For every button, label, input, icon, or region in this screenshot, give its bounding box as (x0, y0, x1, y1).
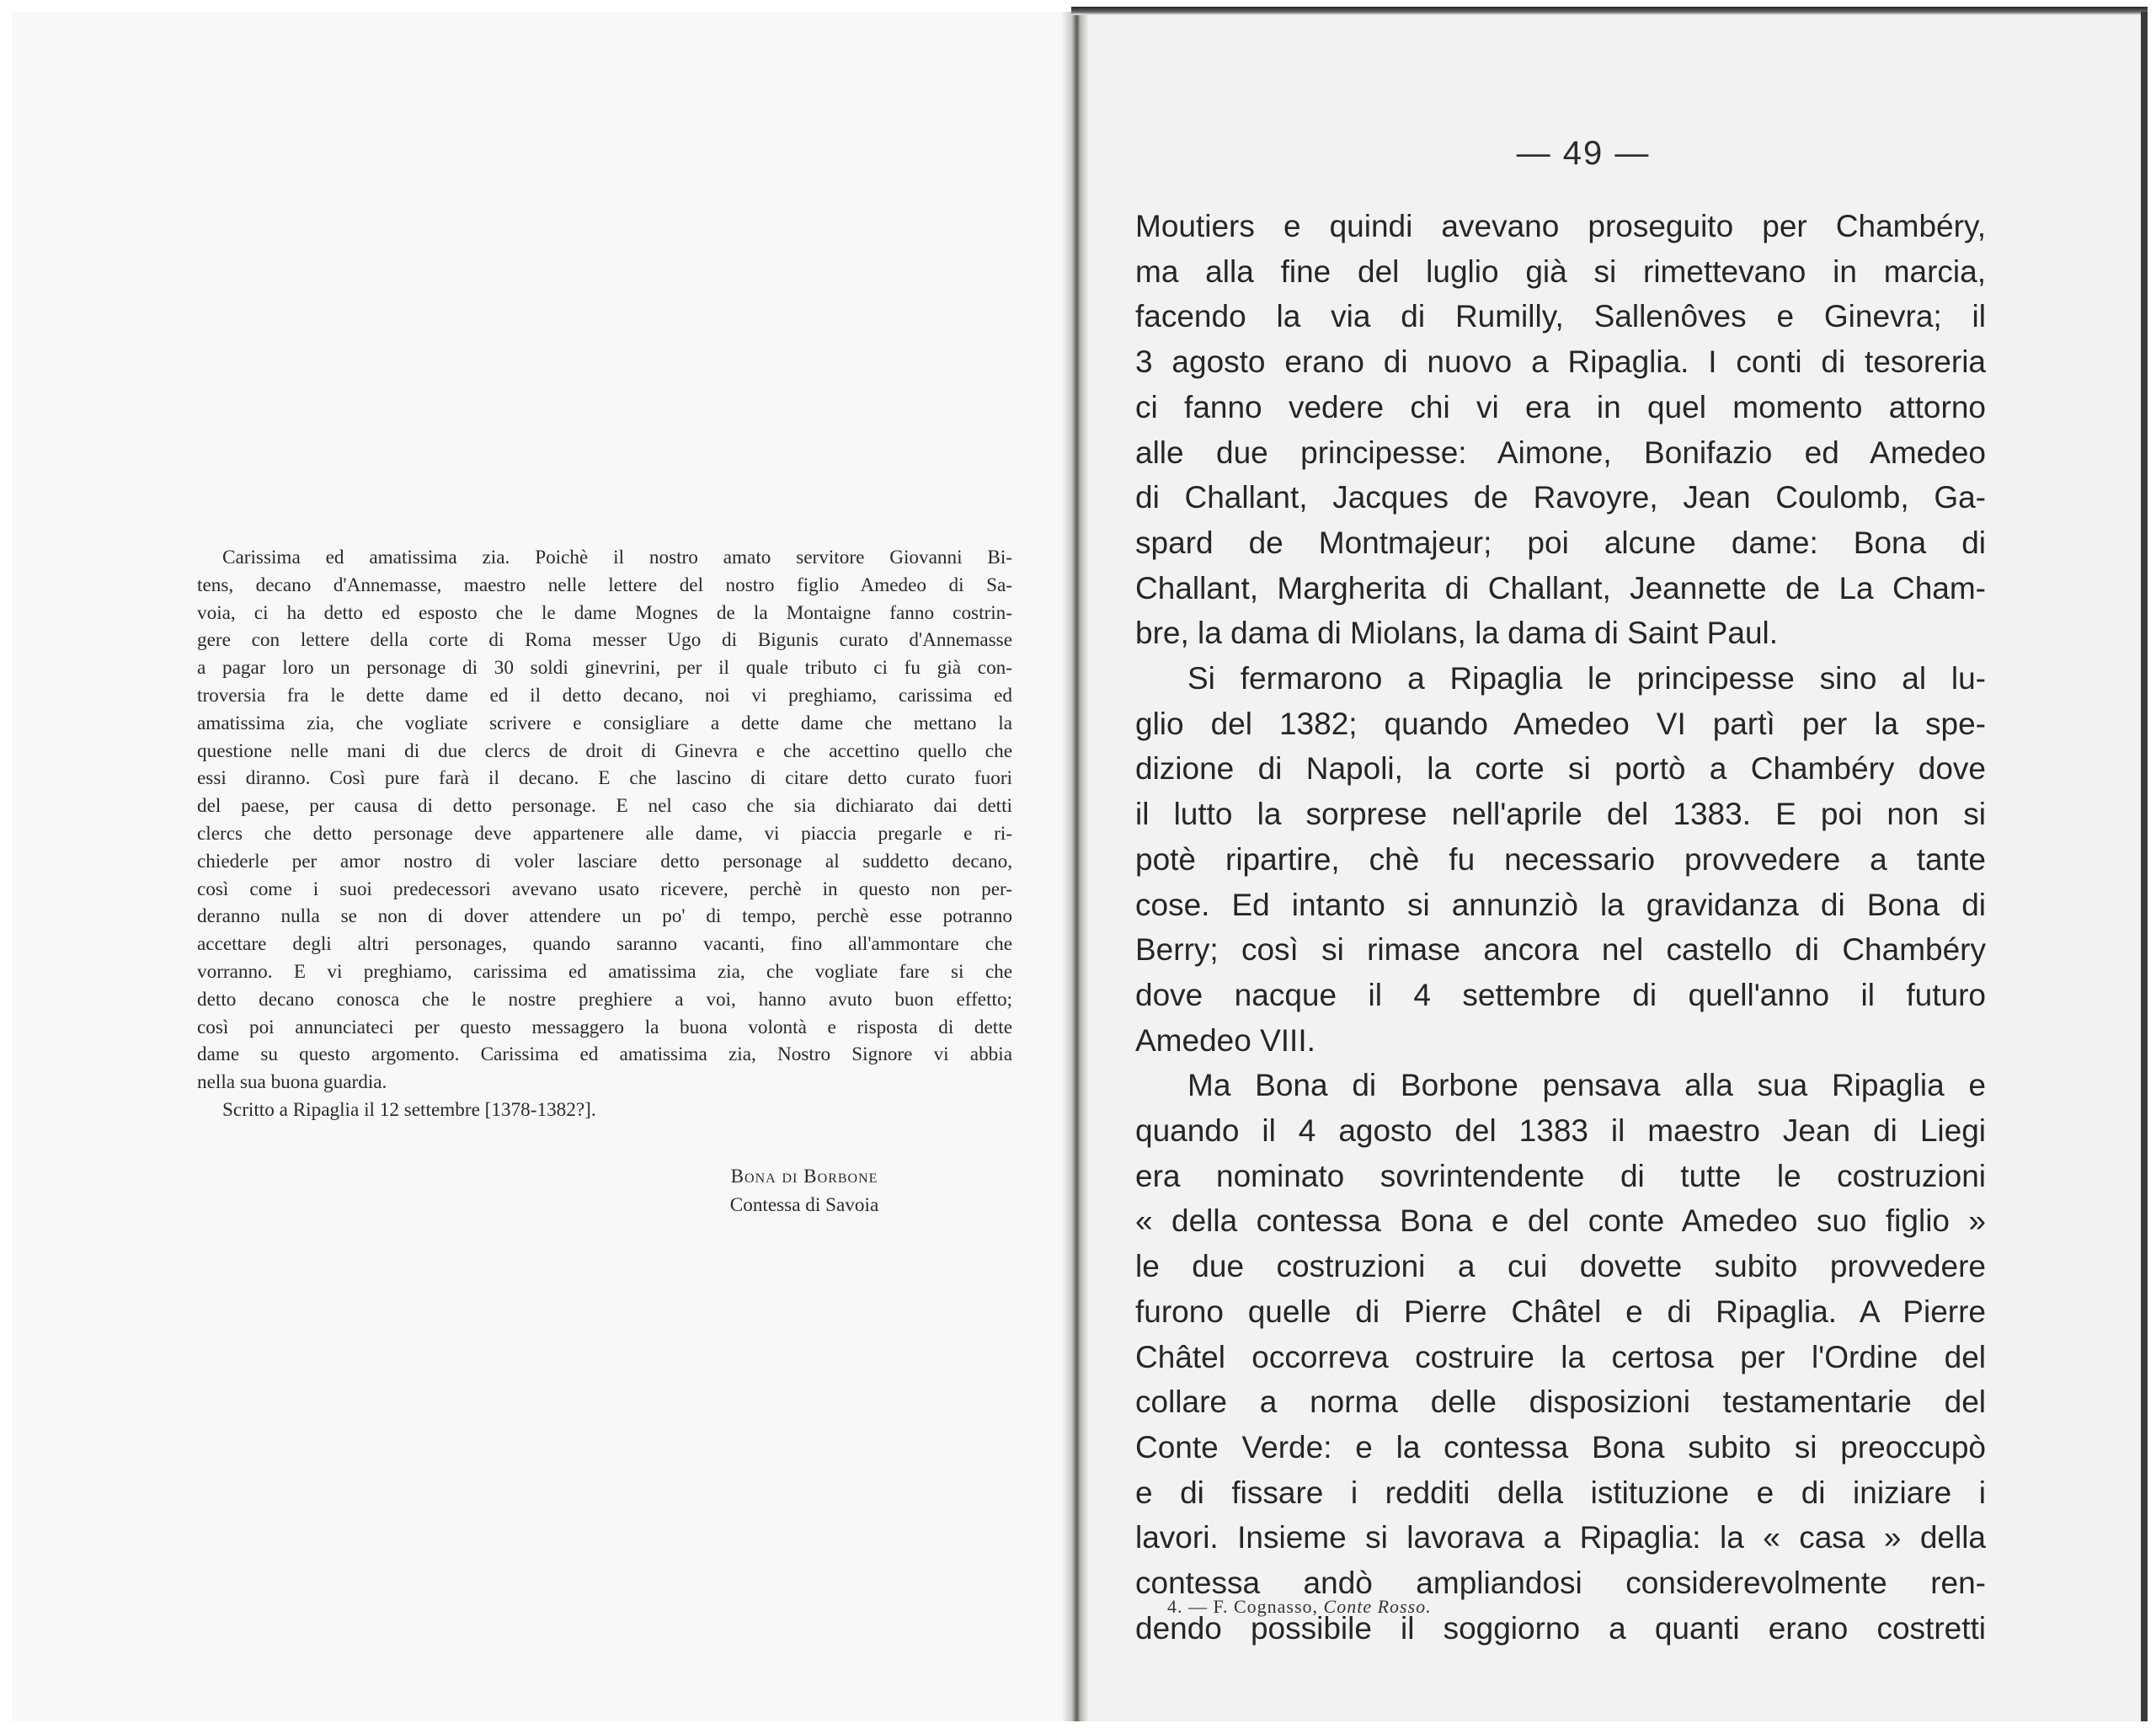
text-line: Amedeo VIII. (1135, 1022, 1315, 1058)
footer-signature (1167, 1596, 1757, 1618)
text-line: lavori. Insieme si lavorava a Ripaglia: la « casa » della (1135, 1520, 1986, 1555)
text-line: Ma Bona di Borbone pensava alla sua Ripaglia e (1187, 1068, 1986, 1103)
text-line: Châtel occorreva costruire la certosa per l'Ordine del (1135, 1339, 1986, 1374)
letter-line: essi diranno. Così pure farà il decano. E che lascino di citare detto curato fuori (197, 767, 1012, 790)
text-line: « della contessa Bona e del conte Amedeo suo figlio » (1135, 1203, 1986, 1239)
text-line: contessa andò ampliandosi considerevolmente ren- (1135, 1566, 1986, 1601)
page-right-edge (2141, 12, 2148, 1721)
letter-line: Carissima ed amatissima zia. Poichè il nostro amato servitore Giovanni Bi- (222, 547, 1012, 568)
letter-line: vorranno. E vi preghiamo, carissima ed amatissima zia, che vogliate fare si che (197, 960, 1012, 983)
letter-line: troversia fra le dette dame ed il detto decano, noi vi preghiamo, carissima ed (197, 684, 1012, 707)
text-line: furono quelle di Pierre Châtel e di Ripaglia. A Pierre (1135, 1294, 1986, 1329)
book-gutter (1063, 12, 1088, 1721)
letter-line: del paese, per causa di detto personage. E nel caso che sia dichiarato dai detti (197, 795, 1012, 818)
letter-line: tens, decano d'Annemasse, maestro nelle lettere del nostro figlio Amedeo di Sa- (197, 574, 1012, 596)
text-line: glio del 1382; quando Amedeo VI partì per la spe- (1135, 706, 1986, 741)
text-line: e di fissare i redditi della istituzione e di iniziare i (1135, 1475, 1986, 1510)
text-line: 3 agosto erano di nuovo a Ripaglia. I conti di tesoreria (1135, 344, 1986, 380)
footer-book-title: Conte Rosso. (1323, 1596, 1432, 1617)
text-line: ci fanno vedere chi vi era in quel momento attorno (1135, 389, 1986, 424)
letter-line: gere con lettere della corte di Roma messer Ugo di Bigunis curato d'Annemasse (197, 629, 1012, 652)
letter-line: dame su questo argomento. Carissima ed amatissima zia, Nostro Signore vi abbia (197, 1043, 1012, 1066)
letter-line: chiederle per amor nostro di voler lasciare detto personage al suddetto decano, (197, 850, 1012, 872)
letter-signature (682, 1162, 926, 1219)
letter-line: voia, ci ha detto ed esposto che le dame Mognes de la Montaigne fanno costrin- (197, 601, 1012, 624)
letter-line: amatissima zia, che vogliate scrivere e consigliare a dette dame che mettano la (197, 712, 1012, 734)
text-line: collare a norma delle disposizioni testamentarie del (1135, 1385, 1986, 1420)
text-line: bre, la dama di Miolans, la dama di Saint Paul. (1135, 616, 1779, 651)
text-line: cose. Ed intanto si annunziò la gravidanza di Bona di (1135, 887, 1986, 922)
text-line: Si fermarono a Ripaglia le principesse sino al lu- (1187, 661, 1986, 696)
text-line: potè ripartire, chè fu necessario provvedere a tante (1135, 841, 1986, 877)
signature-name: Bona di Borbone (730, 1166, 878, 1187)
text-line: dizione di Napoli, la corte si portò a Chambéry dove (1135, 751, 1986, 787)
page-number: — 49 — (1516, 135, 1651, 172)
letter-line: clercs che detto personage deve appartenere alle dame, vi piaccia pregarle e ri- (197, 822, 1012, 845)
text-line: alle due principesse: Aimone, Bonifazio ed Amedeo (1135, 435, 1986, 470)
letter-text (197, 544, 1012, 1124)
letter-line: detto decano conosca che le nostre preghiere a voi, hanno avuto buon effetto; (197, 988, 1012, 1011)
letter-line: questione nelle mani di due clercs de droit di Ginevra e che accettino quello che (197, 739, 1012, 762)
text-line: le due costruzioni a cui dovette subito provvedere (1135, 1249, 1986, 1284)
letter-line: così come i suoi predecessori avevano usato ricevere, perchè in questo non per- (197, 878, 1012, 900)
text-line: Challant, Margherita di Challant, Jeannette de La Cham- (1135, 570, 1986, 606)
text-line: il lutto la sorprese nell'aprile del 1383. E poi non si (1135, 797, 1986, 832)
text-line: Moutiers e quindi avevano proseguito per Chambéry, (1135, 209, 1986, 243)
text-line: di Challant, Jacques de Ravoyre, Jean Coulomb, Ga- (1135, 480, 1986, 515)
signature-title: Contessa di Savoia (729, 1194, 879, 1216)
text-line: dove nacque il 4 settembre di quell'anno il futuro (1135, 977, 1986, 1012)
letter-dateline: Scritto a Ripaglia il 12 settembre [1378-1382?]. (222, 1098, 596, 1121)
text-line: facendo la via di Rumilly, Sallenôves e Ginevra; il (1135, 299, 1986, 334)
text-line: Conte Verde: e la contessa Bona subito si preoccupò (1135, 1429, 1986, 1465)
page-top-edge (1071, 7, 2148, 15)
text-line: era nominato sovrintendente di tutte le costruzioni (1135, 1158, 1986, 1193)
letter-line: così poi annunciateci per questo messaggero la buona volontà e risposta di dette (197, 1016, 1012, 1038)
footer-author: 4. — F. Cognasso, (1167, 1596, 1319, 1617)
body-text (1135, 204, 1986, 1651)
letter-line: nella sua buona guardia. (197, 1071, 387, 1094)
text-line: Berry; così si rimase ancora nel castello di Chambéry (1135, 932, 1986, 968)
text-line: spard de Montmajeur; poi alcune dame: Bona di (1135, 525, 1986, 560)
text-line: dendo possibile il soggiorno a quanti erano costretti (1135, 1610, 1986, 1646)
text-line: ma alla fine del luglio già si rimettevano in marcia, (1135, 253, 1986, 289)
letter-line: deranno nulla se non di dover attendere un po' di tempo, perchè esse potranno (197, 905, 1012, 928)
letter-line: accettare degli altri personages, quando saranno vacanti, fino all'ammontare che (197, 933, 1012, 956)
letter-line: a pagar loro un personage di 30 soldi ginevrini, per il quale tributo ci fu già con- (197, 657, 1012, 680)
text-line: quando il 4 agosto del 1383 il maestro Jean di Liegi (1135, 1113, 1986, 1149)
